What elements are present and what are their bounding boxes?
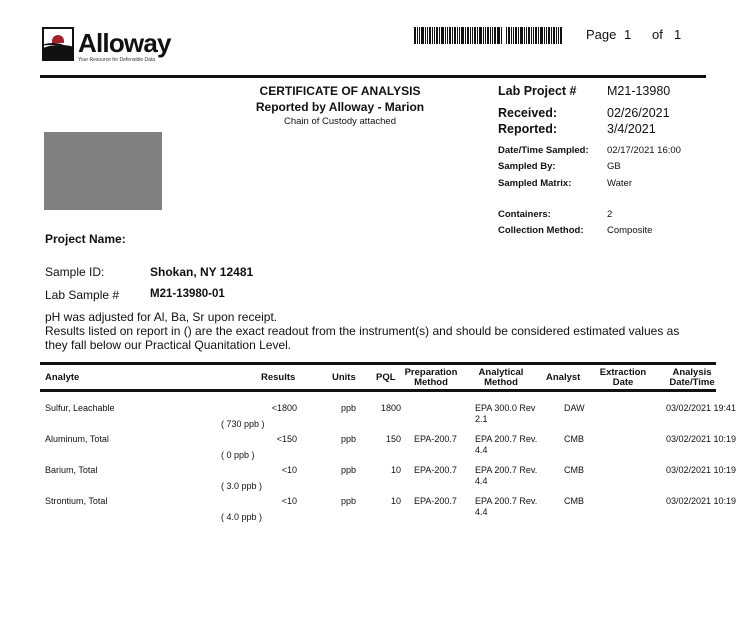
date-sampled-label: Date/Time Sampled: [498,145,589,156]
cell-analysis-datetime: 03/02/2021 10:19 [666,434,737,444]
lab-project-label: Lab Project # [498,84,577,98]
page-total: 1 [674,27,682,42]
lab-project-value: M21-13980 [607,84,671,98]
cell-units: ppb [341,403,357,413]
cell-analysis-datetime: 03/02/2021 10:19 [666,465,737,475]
col-header-pql: PQL [376,372,396,383]
cell-analytical-method-line2: 4.4 [475,507,488,517]
cell-result: <1800 [271,403,297,413]
cell-analytical-method-line2: 4.4 [475,445,488,455]
cell-analyte: Sulfur, Leachable [45,403,115,413]
cell-prep-method: EPA-200.7 [414,434,457,444]
received-value: 02/26/2021 [607,106,670,120]
cell-analyst: DAW [564,403,585,413]
cell-pql: 10 [390,465,401,475]
cell-units: ppb [341,496,357,506]
col-header-analyte: Analyte [45,372,80,383]
cell-analyte: Strontium, Total [45,496,108,506]
logo-wordmark: Alloway [78,28,171,58]
col-header-prep-method-line1: Preparation [404,367,458,378]
cell-prep-method: EPA-200.7 [414,465,457,475]
sample-id-value: Shokan, NY 12481 [150,265,254,279]
col-header-extraction-line1: Extraction [599,367,647,378]
cell-units: ppb [341,465,357,475]
cell-prep-method: EPA-200.7 [414,496,457,506]
col-header-analyst: Analyst [546,372,581,383]
cell-analytical-method-line1: EPA 200.7 Rev. [475,434,538,444]
cell-analyst: CMB [564,465,584,475]
cell-analysis-datetime: 03/02/2021 10:19 [666,496,737,506]
logo-tagline: Your Resource for Defensible Data [78,57,156,63]
redacted-client-address [44,132,162,210]
sample-id-label: Sample ID: [45,265,105,279]
date-sampled-value: 02/17/2021 16:00 [607,145,681,156]
col-header-results: Results [261,372,296,383]
cell-analyte: Barium, Total [45,465,98,475]
col-header-extraction-date [592,368,654,388]
lab-sample-label: Lab Sample # [45,288,120,302]
page-label: Page [586,27,617,42]
page-of-label: of [652,27,663,42]
col-header-units: Units [332,372,356,383]
reported-value: 3/4/2021 [607,122,656,136]
cell-analyst: CMB [564,496,584,506]
cell-analyte: Aluminum, Total [45,434,109,444]
cell-analytical-method-line1: EPA 200.7 Rev. [475,496,538,506]
col-header-analysis-datetime [664,368,720,388]
cell-instrument-readout: ( 3.0 ppb ) [221,481,263,491]
collection-method-label: Collection Method: [498,225,584,236]
sampled-matrix-label: Sampled Matrix: [498,178,572,189]
col-header-analytical-method [470,368,532,388]
cell-analytical-method-line2: 4.4 [475,476,488,486]
reported-label: Reported: [498,122,558,136]
header-divider [40,75,706,78]
collection-method-value: Composite [607,225,653,236]
cell-pql: 150 [385,434,401,444]
cell-result: <150 [276,434,297,444]
cell-instrument-readout: ( 0 ppb ) [221,450,255,460]
note-ph-adjusted: pH was adjusted for Al, Ba, Sr upon receipt. [45,310,278,324]
col-header-analytical-method-line1: Analytical [478,367,524,378]
note-pql: they fall below our Practical Quanitation Level. [45,338,292,352]
table-header-rule [40,389,716,392]
col-header-analytical-method-line2: Method [484,377,518,388]
cell-analytical-method-line1: EPA 200.7 Rev. [475,465,538,475]
lab-sample-value: M21-13980-01 [150,288,225,300]
containers-label: Containers: [498,209,551,220]
project-name-label: Project Name: [45,232,126,246]
alloway-logo [42,27,182,67]
cell-instrument-readout: ( 4.0 ppb ) [221,512,263,522]
col-header-prep-method [396,368,466,388]
barcode-icon [414,27,570,44]
cell-units: ppb [341,434,357,444]
certificate-title: CERTIFICATE OF ANALYSIS [259,84,421,98]
cell-pql: 10 [390,496,401,506]
note-results-readout: Results listed on report in () are the exact readout from the instrument(s) and should be considered estimated values as [45,324,680,338]
col-header-analysis-line1: Analysis [672,367,712,378]
cell-instrument-readout: ( 730 ppb ) [221,419,265,429]
cell-result: <10 [281,465,297,475]
cell-analyst: CMB [564,434,584,444]
cell-analysis-datetime: 03/02/2021 19:41 [666,403,737,413]
page-number: 1 [624,27,632,42]
cell-analytical-method-line2: 2.1 [475,414,488,424]
logo-mark-icon [42,27,74,61]
table-top-rule [40,362,716,365]
cell-analytical-method-line1: EPA 300.0 Rev [475,403,536,413]
col-header-analysis-line2: Date/Time [669,377,715,388]
cell-pql: 1800 [380,403,401,413]
containers-value: 2 [607,209,613,220]
received-label: Received: [498,106,558,120]
chain-of-custody-note: Chain of Custody attached [284,116,396,127]
col-header-extraction-line2: Date [612,377,634,388]
col-header-prep-method-line2: Method [414,377,448,388]
cell-result: <10 [281,496,297,506]
reported-by: Reported by Alloway - Marion [255,100,425,114]
sampled-by-value: GB [607,161,621,172]
sampled-matrix-value: Water [607,178,632,189]
sampled-by-label: Sampled By: [498,161,556,172]
